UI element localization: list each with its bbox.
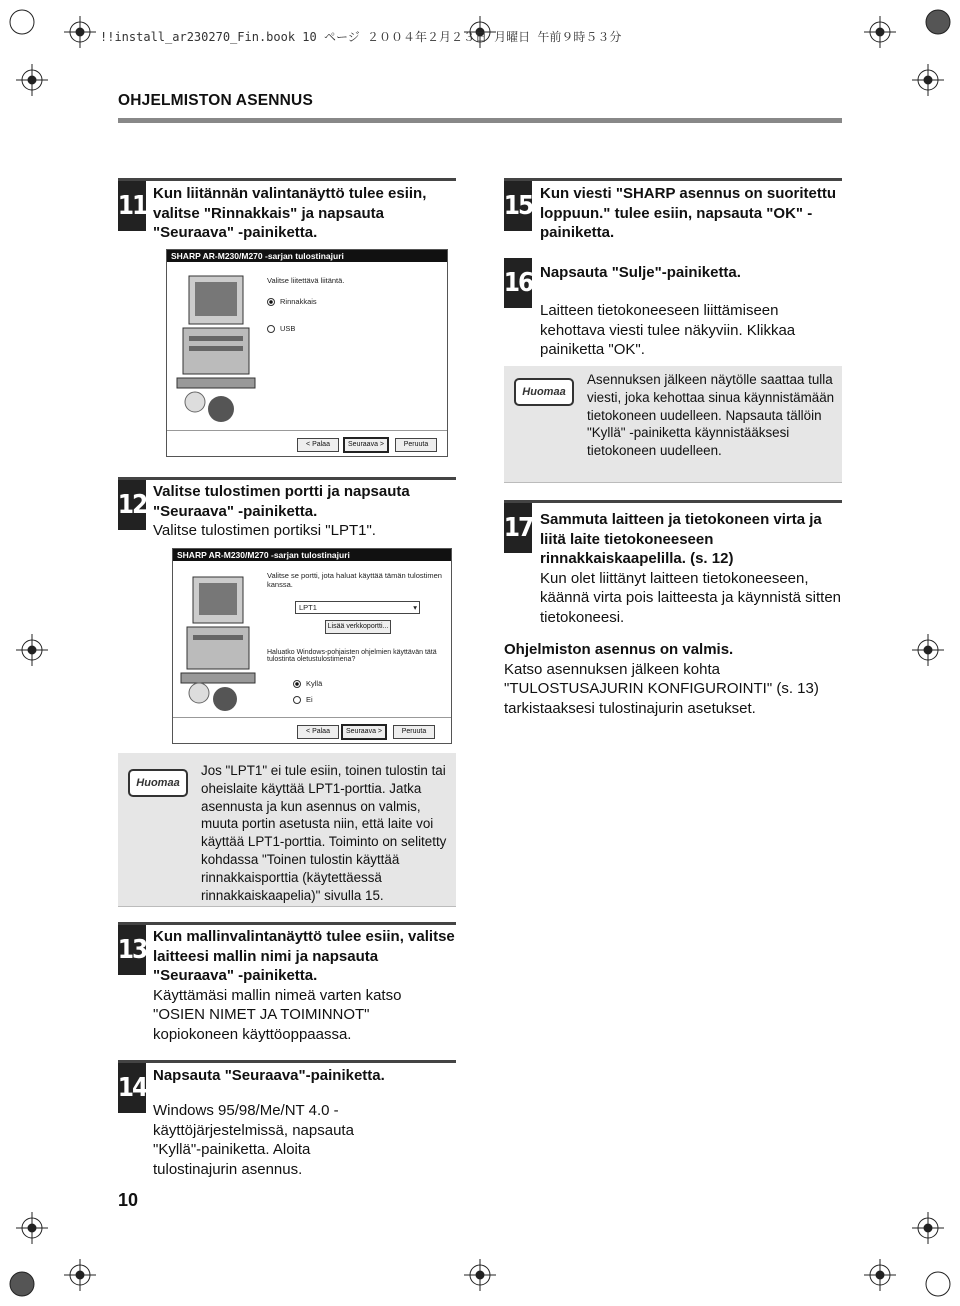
section-title: OHJELMISTON ASENNUS: [118, 92, 313, 109]
no-option[interactable]: [293, 695, 313, 704]
step-number-17: 17: [504, 503, 532, 553]
dialog-prompt: Valitse liitettävä liitäntä.: [267, 276, 345, 285]
note-icon: Huomaa: [514, 378, 574, 406]
note-text: Asennuksen jälkeen näytölle saattaa tulla viesti, joka kehottaa sinua käynnistämään tietokoneen uudelleen. Napsauta tällöin "Kyllä" -painiketta käynnistääksesi tietokoneen uudelleen.: [587, 372, 835, 459]
back-button[interactable]: < Palaa: [297, 438, 339, 452]
step-12-detail: Valitse tulostimen portiksi "LPT1".: [153, 522, 376, 539]
step-17-detail: Kun olet liittänyt laitteen tietokoneeseen, käännä virta pois laitteesta ja käynnistä sitten tietokoneesi.: [540, 569, 842, 626]
option-label: Rinnakkais: [280, 297, 317, 306]
page-header: !!install_ar230270_Fin.book 10 ページ ２００４年２月２３日 月曜日 午前９時５３分: [100, 30, 622, 44]
computer-illustration: [175, 274, 265, 424]
step-14-instruction: Napsauta "Seuraava"-painiketta.: [153, 1067, 385, 1084]
step-14-text: [153, 1066, 453, 1086]
step-15-instruction: Kun viesti "SHARP asennus on suoritettu loppuun." tulee esiin, napsauta "OK" -painiketta.: [540, 185, 837, 241]
dialog-prompt: Valitse se portti, jota haluat käyttää tämän tulostimen kanssa.: [267, 571, 442, 589]
next-button[interactable]: Seuraava >: [341, 724, 387, 740]
step-13-text: [153, 927, 455, 1044]
dialog-title: SHARP AR-M230/M270 -sarjan tulostinajuri: [167, 250, 447, 262]
radio-selected-icon: [293, 680, 301, 688]
port-select[interactable]: [295, 601, 420, 614]
final-detail: Katso asennuksen jälkeen kohta "TULOSTUSAJURIN KONFIGUROINTI" (s. 13) tarkistaaksesi tulostinajurin asetukset.: [504, 660, 819, 717]
computer-illustration: [179, 575, 267, 715]
step-16-detail: Laitteen tietokoneeseen liittämiseen kehottava viesti tulee näkyviin. Klikkaa painiketta "OK".: [540, 302, 796, 358]
step-17-text: [540, 510, 842, 627]
parallel-option[interactable]: [267, 297, 317, 306]
page-number: 10: [118, 1190, 139, 1210]
step-number-16: 16: [504, 258, 532, 308]
usb-option[interactable]: [267, 324, 295, 333]
cancel-button[interactable]: Peruuta: [395, 438, 437, 452]
step-12-instruction: Valitse tulostimen portti ja napsauta "Seuraava" -painiketta.: [153, 483, 410, 520]
radio-icon: [293, 696, 301, 704]
step-number-11: 11: [118, 181, 146, 231]
step-rule: [504, 500, 842, 503]
dialog-title: SHARP AR-M230/M270 -sarjan tulostinajuri: [173, 549, 451, 561]
port-dialog: [172, 548, 452, 744]
cancel-button[interactable]: Peruuta: [393, 725, 435, 739]
option-label: Ei: [306, 695, 313, 704]
step-15-text: [540, 184, 840, 243]
step-11-instruction: Kun liitännän valintanäyttö tulee esiin, valitse "Rinnakkais" ja napsauta "Seuraava" -painiketta.: [153, 185, 427, 241]
final-heading: Ohjelmiston asennus on valmis.: [504, 641, 734, 658]
divider: [167, 430, 447, 431]
step-rule: [118, 1060, 456, 1063]
option-label: USB: [280, 324, 296, 333]
note-text: Jos "LPT1" ei tule esiin, toinen tulostin tai oheislaite käyttää LPT1-porttia. Jatka asennusta ja kun asennus on valmis, muuta portin asetusta niin, että laite voi käyttää LPT1-porttia. Toiminto on selitetty kohdassa "Toinen tulostin käyttää rinnakkaisporttia (käytettäessä rinnakkaiskaapelia)" sivulla 15.: [201, 763, 447, 903]
note-box: [504, 366, 842, 483]
step-17-instruction: Sammuta laitteen ja tietokoneen virta ja liitä laite tietokoneeseen rinnakkaiskaapelilla. (s. 12): [540, 511, 822, 567]
step-13-detail: Käyttämäsi mallin nimeä varten katso "OSIEN NIMET JA TOIMINNOT" kopiokoneen käyttöoppaassa.: [153, 986, 402, 1043]
step-number-12: 12: [118, 480, 146, 530]
port-value: LPT1: [299, 603, 317, 612]
step-16-text: [540, 263, 840, 283]
next-button[interactable]: Seuraava >: [343, 437, 389, 453]
radio-icon: [267, 325, 275, 333]
step-rule: [118, 477, 456, 480]
chevron-down-icon: ▾: [413, 603, 417, 612]
option-label: Kyllä: [306, 679, 323, 688]
back-button[interactable]: < Palaa: [297, 725, 339, 739]
step-rule: [118, 922, 456, 925]
default-printer-question: Haluatko Windows-pohjaisten ohjelmien käyttävän tätä tulostinta oletustulostimena?: [267, 649, 437, 663]
final-text: [504, 640, 842, 718]
step-13-instruction: Kun mallinvalintanäyttö tulee esiin, valitse laitteesi mallin nimi ja napsauta "Seuraava" -painiketta.: [153, 928, 455, 984]
add-port-button[interactable]: Lisää verkkoportti...: [325, 620, 391, 634]
step-12-text: [153, 482, 453, 541]
note-icon: Huomaa: [128, 769, 188, 797]
step-14-detail: Windows 95/98/Me/NT 4.0 -käyttöjärjestelmissä, napsauta "Kyllä"-painiketta. Aloita tulostinajurin asennus.: [153, 1102, 354, 1178]
step-number-15: 15: [504, 181, 532, 231]
step-rule: [504, 178, 842, 181]
step-number-14: 14: [118, 1063, 146, 1113]
step-rule: [118, 178, 456, 181]
interface-dialog: [166, 249, 448, 457]
step-11-text: [153, 184, 453, 243]
section-rule: [118, 118, 842, 123]
divider: [173, 717, 451, 718]
step-16-instruction: Napsauta "Sulje"-painiketta.: [540, 264, 741, 281]
step-number-13: 13: [118, 925, 146, 975]
radio-selected-icon: [267, 298, 275, 306]
yes-option[interactable]: [293, 679, 322, 688]
note-box: [118, 753, 456, 907]
